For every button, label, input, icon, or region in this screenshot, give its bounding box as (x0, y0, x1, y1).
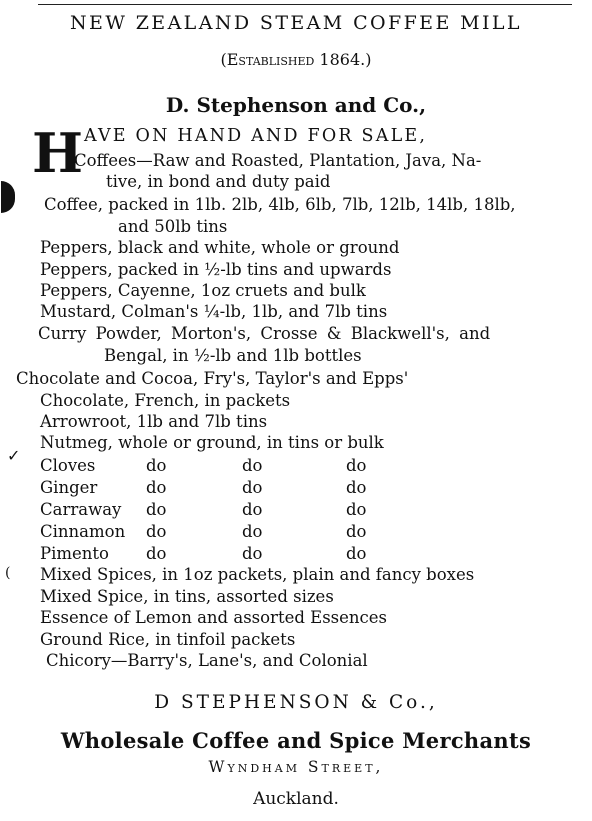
firm-name: D. Stephenson and Co., (165, 93, 427, 117)
item-line: Mixed Spices, in 1oz packets, plain and fancy boxes (40, 565, 475, 584)
ditto-mark: do (346, 478, 367, 497)
signature-line: D STEPHENSON & Co., (154, 692, 438, 713)
ditto-mark: do (346, 500, 367, 519)
drop-cap: H (32, 121, 84, 185)
ditto-mark: do (242, 456, 263, 475)
lead-line: AVE ON HAND AND FOR SALE, (84, 126, 428, 146)
established-line: (Established 1864.) (220, 50, 372, 69)
item-line: Coffee, packed in 1lb. 2lb, 4lb, 6lb, 7lb, 12lb, 14lb, 18lb, (44, 195, 516, 214)
item-line: Essence of Lemon and assorted Essences (40, 608, 387, 627)
ink-paren-mark: ( (5, 565, 11, 581)
item-line: Nutmeg, whole or ground, in tins or bulk (40, 433, 384, 452)
item-line: Ground Rice, in tinfoil packets (40, 630, 296, 649)
spice-name: Pimento (40, 544, 109, 563)
ditto-mark: do (242, 544, 263, 563)
ditto-mark: do (146, 478, 167, 497)
item-line: Mustard, Colman's ¼-lb, 1lb, and 7lb tins (40, 302, 388, 321)
ditto-mark: do (242, 500, 263, 519)
item-line: Peppers, Cayenne, 1oz cruets and bulk (40, 281, 366, 300)
item-line: Peppers, packed in ½-lb tins and upwards (40, 260, 392, 279)
ditto-mark: do (146, 544, 167, 563)
item-line: Peppers, black and white, whole or ground (40, 238, 400, 257)
item-line: Chicory—Barry's, Lane's, and Colonial (46, 651, 368, 670)
ink-blot (1, 181, 15, 213)
ditto-mark: do (242, 522, 263, 541)
ditto-mark: do (146, 500, 167, 519)
ditto-mark: do (346, 456, 367, 475)
item-line: and 50lb tins (118, 217, 228, 236)
item-line: Coffees—Raw and Roasted, Plantation, Java, Na- (74, 151, 482, 170)
ditto-mark: do (146, 522, 167, 541)
mill-heading: NEW ZEALAND STEAM COFFEE MILL (70, 12, 522, 34)
street-line: Wyndham Street, (208, 758, 384, 776)
item-line: Chocolate, French, in packets (40, 391, 291, 410)
ditto-mark: do (146, 456, 167, 475)
top-rule (38, 4, 572, 5)
spice-name: Cloves (40, 456, 96, 475)
spice-name: Cinnamon (40, 522, 126, 541)
item-line: Arrowroot, 1lb and 7lb tins (40, 412, 268, 431)
ditto-mark: do (346, 544, 367, 563)
merchant-title: Wholesale Coffee and Spice Merchants (60, 728, 532, 753)
spice-name: Carraway (40, 500, 122, 519)
ink-tick-mark: ✓ (7, 446, 21, 465)
item-line: tive, in bond and duty paid (106, 172, 331, 191)
item-line: Curry Powder, Morton's, Crosse & Blackwell's, and (38, 324, 491, 343)
ditto-mark: do (346, 522, 367, 541)
ditto-mark: do (242, 478, 263, 497)
item-line: Mixed Spice, in tins, assorted sizes (40, 587, 334, 606)
city-line: Auckland. (253, 789, 339, 809)
item-line: Chocolate and Cocoa, Fry's, Taylor's and Epps' (16, 369, 409, 388)
item-line: Bengal, in ½-lb and 1lb bottles (104, 346, 362, 365)
spice-name: Ginger (40, 478, 98, 497)
